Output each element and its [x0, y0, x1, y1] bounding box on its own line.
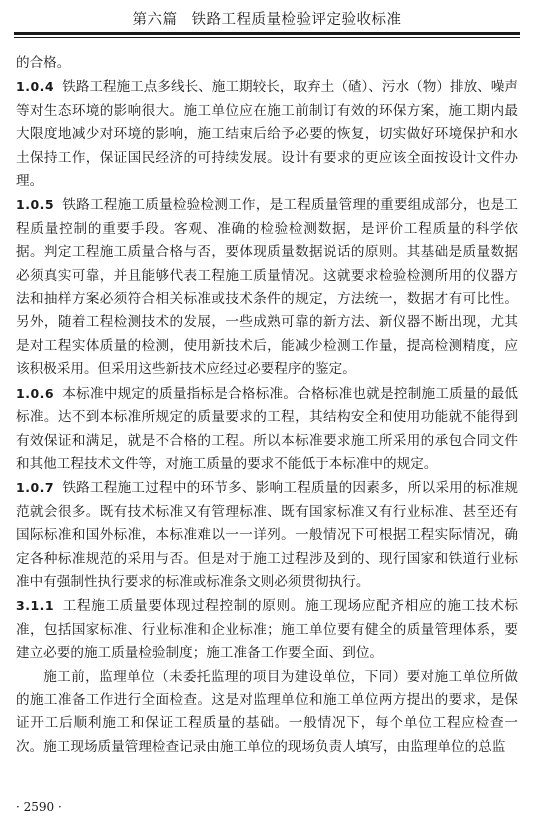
body-text	[16, 52, 518, 759]
paragraph: 1.0.5 铁路工程施工质量检验检测工作，是工程质量管理的重要组成部分，也是工程质量控制的重要手段。客观、准确的检验检测数据，是评价工程质量的科学依据。判定工程施工质量合格与否，要体现质量数据说话的原则。其基础是质量数据必须真实可靠，并且能够代表工程施工质量情况。这就要求检验检测所用的仪器方法和抽样方案必须符合相关标准或技术条件的规定，方法统一，数据才有可比性。另外，随着工程检测技术的发展，一些成熟可靠的新方法、新仪器不断出现，尤其是对工程实体质量的检测，使用新技术后，能减少检测工作量，提高检测精度，应该积极采用。但采用这些新技术应经过必要程序的鉴定。	[16, 197, 518, 378]
clause-number: 1.0.5	[16, 197, 55, 213]
running-header	[0, 8, 534, 29]
clause-number: 3.1.1	[16, 598, 55, 614]
paragraph: 1.0.7 铁路工程施工过程中的环节多、影响工程质量的因素多，所以采用的标准规范就会很多。既有技术标准又有管理标准、既有国家标准又有行业标准、甚至还有国际标准和国外标准，本标准难以一一详列。一般情况下可根据工程实际情况，确定各种标准规范的采用与否。但是对于施工过程涉及到的、现行国家和铁道行业标准中有强制性执行要求的标准或标准条文则必须贯彻执行。	[16, 480, 518, 590]
paragraph: 3.1.1 工程施工质量要体现过程控制的原则。施工现场应配齐相应的施工技术标准，包括国家标准、行业标准和企业标准；施工单位要有健全的质量管理体系，要建立必要的施工质量检验制度；施工准备工作要全面、到位。	[16, 598, 518, 662]
paragraph: 1.0.6 本标准中规定的质量指标是合格标准。合格标准也就是控制施工质量的最低标准。达不到本标准所规定的质量要求的工程，其结构安全和使用功能就不能得到有效保证和满足，就是不合格的工程。所以本标准要求施工所采用的承包合同文件和其他工程技术文件等，对施工质量的要求不能低于本标准中的规定。	[16, 385, 518, 472]
header-rule-thin	[14, 37, 520, 38]
page-number: · 2590 ·	[16, 800, 62, 814]
clause-number: 1.0.7	[16, 480, 55, 496]
clause-number: 1.0.6	[16, 385, 55, 401]
clause-number: 1.0.4	[16, 79, 55, 95]
header-title: 铁路工程质量检验评定验收标准	[191, 12, 402, 28]
part-label: 第六篇	[132, 12, 178, 28]
header-rule-thick	[14, 32, 520, 35]
paragraph: 施工前，监理单位（未委托监理的项目为建设单位，下同）要对施工单位所做的施工准备工作进行全面检查。这是对监理单位和施工单位两方提出的要求，是保证开工后顺利施工和保证工程质量的基础。一般情况下，每个单位工程应检查一次。施工现场质量管理检查记录由施工单位的现场负责人填写，由监理单位的总监	[16, 668, 518, 755]
paragraph: 的合格。	[16, 55, 71, 71]
paragraph: 1.0.4 铁路工程施工点多线长、施工期较长，取弃土（碴）、污水（物）排放、噪声等对生态环境的影响很大。施工单位应在施工前制订有效的环保方案，施工期内最大限度地减少对环境的影响，施工结束后给予必要的恢复，切实做好环境保护和水土保持工作，保证国民经济的可持续发展。设计有要求的更应该全面按设计文件办理。	[16, 79, 518, 190]
